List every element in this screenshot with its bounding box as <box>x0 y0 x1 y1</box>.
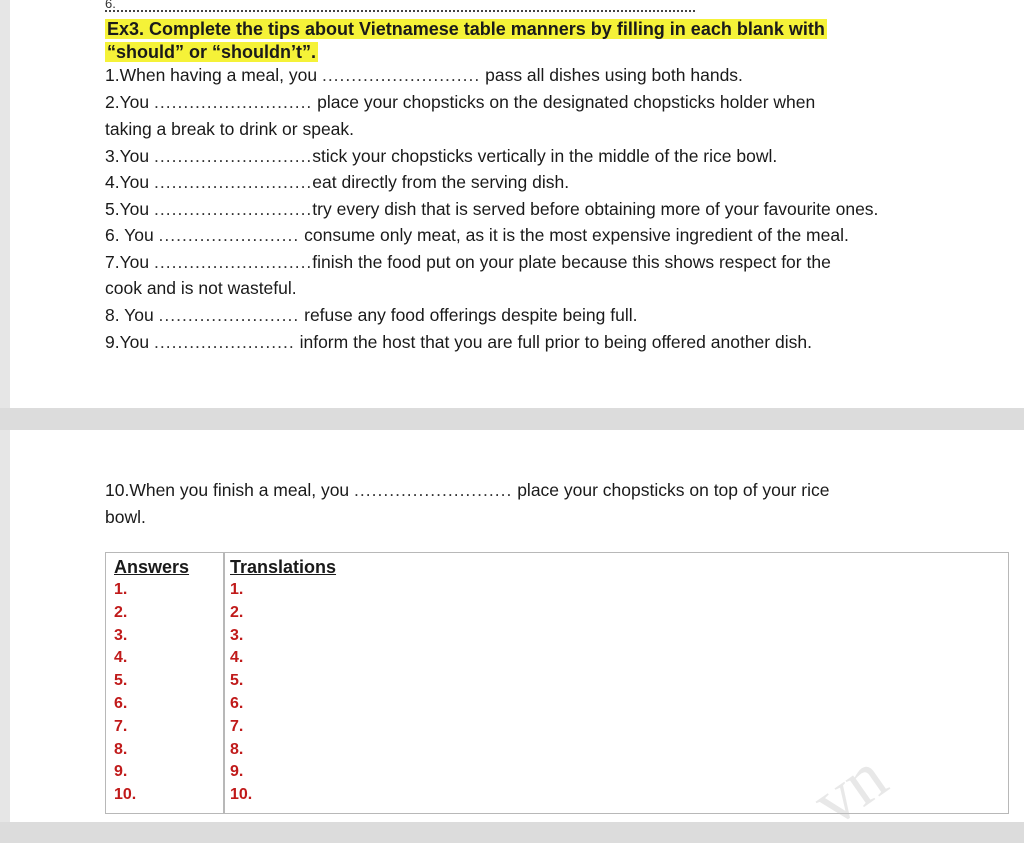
translations-header: Translations <box>230 557 337 577</box>
title-line-2: “should” or “shouldn’t”. <box>107 42 316 62</box>
item-8 <box>105 302 638 328</box>
answer-cell[interactable]: 4. <box>114 649 128 667</box>
item-prefix: 2.You <box>105 92 150 112</box>
blank-8[interactable]: ........................ <box>158 305 300 325</box>
item-6 <box>105 222 849 248</box>
item-text: place your chopsticks on top of your rice <box>517 480 830 500</box>
blank-7[interactable]: ........................... <box>154 252 313 272</box>
answer-cell[interactable]: 9. <box>114 763 128 781</box>
previous-item-line <box>105 0 695 12</box>
blank-6[interactable]: ........................ <box>158 225 300 245</box>
translations-column <box>230 553 336 807</box>
translation-cell[interactable]: 6. <box>230 694 244 712</box>
item-text: eat directly from the serving dish. <box>312 172 570 192</box>
item-10 <box>105 477 829 503</box>
item-prefix: 7.You <box>105 252 150 272</box>
answer-cell[interactable]: 7. <box>114 717 128 735</box>
blank-5[interactable]: ........................... <box>154 199 313 219</box>
title-line-1: Ex3. Complete the tips about Vietnamese table manners by filling in each blank with <box>107 19 825 39</box>
answer-cell[interactable]: 8. <box>114 740 128 758</box>
item-10-continuation: bowl. <box>105 507 146 527</box>
item-text: finish the food put on your plate because this shows respect for the <box>312 252 831 272</box>
item-prefix: 4.You <box>105 172 150 192</box>
watermark: vn <box>798 737 901 842</box>
item-prefix: 8. You <box>105 305 154 325</box>
item-text: consume only meat, as it is the most expensive ingredient of the meal. <box>304 225 849 245</box>
item-prefix: 5.You <box>105 199 150 219</box>
answer-cell[interactable]: 10. <box>114 786 137 804</box>
blank-3[interactable]: ........................... <box>154 146 313 166</box>
item-text: stick your chopsticks vertically in the middle of the rice bowl. <box>312 146 778 166</box>
blank-9[interactable]: ........................ <box>154 332 295 352</box>
item-text: refuse any food offerings despite being full. <box>304 305 638 325</box>
translation-cell[interactable]: 2. <box>230 603 244 621</box>
previous-item-number: 6. <box>105 0 116 11</box>
worksheet-page-top <box>0 0 1024 408</box>
answer-cell[interactable]: 3. <box>114 626 128 644</box>
answers-column <box>114 553 189 807</box>
blank-2[interactable]: ........................... <box>154 92 313 112</box>
item-prefix: 9.You <box>105 332 150 352</box>
item-text: inform the host that you are full prior to being offered another dish. <box>299 332 812 352</box>
item-prefix: 6. You <box>105 225 154 245</box>
translation-cell[interactable]: 9. <box>230 763 244 781</box>
translation-cell[interactable]: 8. <box>230 740 244 758</box>
translation-cell[interactable]: 10. <box>230 786 253 804</box>
blank-4[interactable]: ........................... <box>154 172 313 192</box>
item-7-continuation: cook and is not wasteful. <box>105 278 297 298</box>
item-prefix: 3.You <box>105 146 150 166</box>
item-4 <box>105 169 569 195</box>
item-text: try every dish that is served before obtaining more of your favourite ones. <box>312 199 879 219</box>
translation-cell[interactable]: 7. <box>230 717 244 735</box>
item-5 <box>105 196 878 222</box>
answer-cell[interactable]: 1. <box>114 581 128 598</box>
worksheet-page-bottom <box>0 430 1024 842</box>
answer-cell[interactable]: 2. <box>114 603 128 621</box>
translation-cell[interactable]: 1. <box>230 581 244 598</box>
exercise-title <box>105 18 985 64</box>
item-9 <box>105 329 812 355</box>
answer-cell[interactable]: 5. <box>114 672 128 690</box>
item-prefix: 10.When you finish a meal, you <box>105 480 350 500</box>
item-3 <box>105 143 777 169</box>
column-divider <box>223 553 225 813</box>
item-2 <box>105 89 815 115</box>
item-text: pass all dishes using both hands. <box>485 65 743 85</box>
blank-1[interactable]: ........................... <box>321 65 481 85</box>
blank-10[interactable]: ........................... <box>354 480 513 500</box>
translation-cell[interactable]: 4. <box>230 649 244 667</box>
answers-header: Answers <box>114 557 190 577</box>
item-text: place your chopsticks on the designated chopsticks holder when <box>317 92 816 112</box>
answer-cell[interactable]: 6. <box>114 694 128 712</box>
translation-cell[interactable]: 5. <box>230 672 244 690</box>
item-2-continuation: taking a break to drink or speak. <box>105 119 355 139</box>
translation-cell[interactable]: 3. <box>230 626 244 644</box>
item-1 <box>105 62 743 88</box>
item-prefix: 1.When having a meal, you <box>105 65 318 85</box>
item-7 <box>105 249 831 275</box>
